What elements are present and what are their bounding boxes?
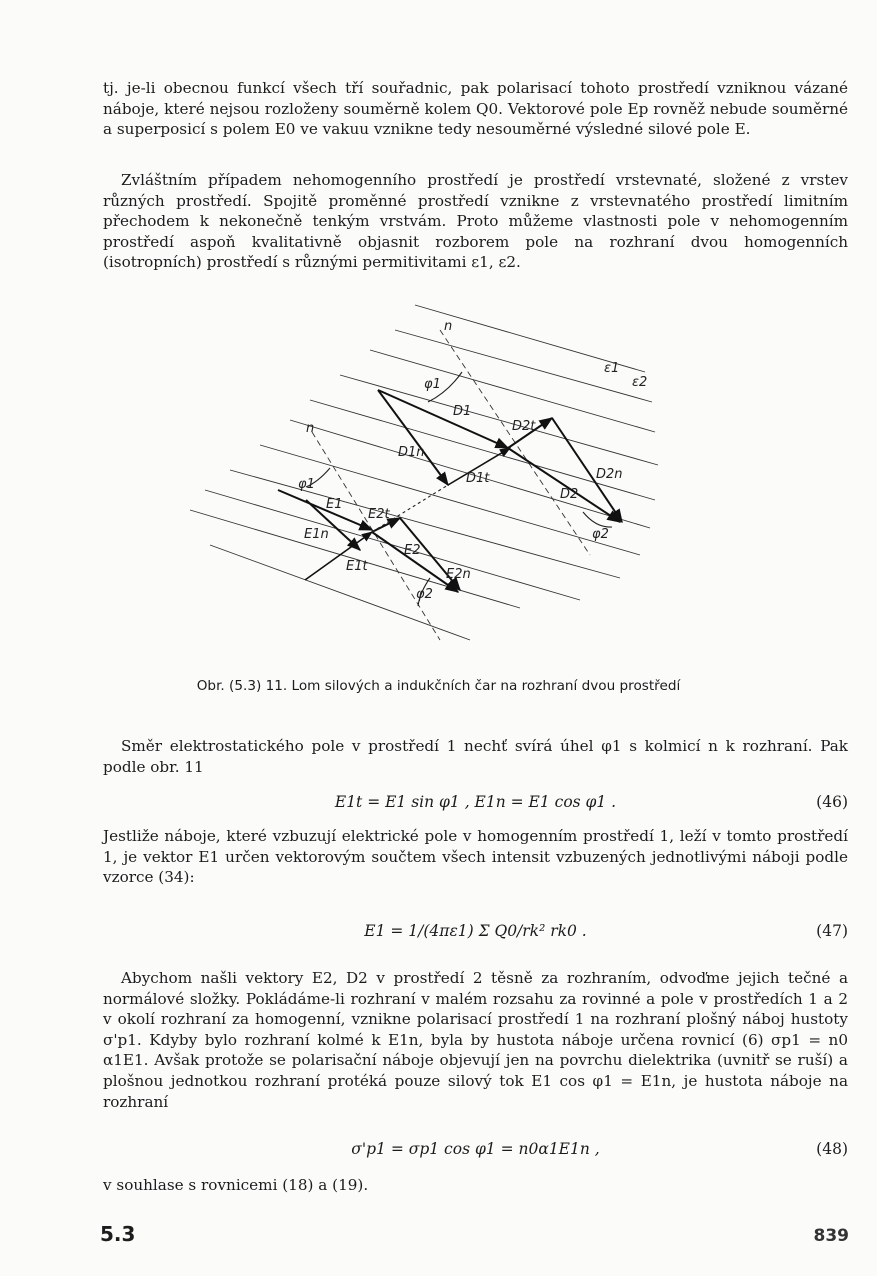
label-n-upper: n [444,319,453,334]
label-D1n: D1n [398,445,425,460]
label-E2n: E2n [446,567,471,582]
figure-caption: Obr. (5.3) 11. Lom silových a indukčních čar na rozhraní dvou prostředí [196,678,681,694]
vector-D1 [378,390,508,448]
label-phi1-upper: φ1 [424,377,441,392]
equation-47-body: E1 = 1/(4πε1) Σ Q0/rk² rk0 . [364,922,587,940]
paragraph-3: Směr elektrostatického pole v prostředí 1 nechť svírá úhel φ1 s kolmicí n k rozhraní. Pak podle obr. 11 [103,737,848,776]
equation-48 [103,1140,848,1166]
label-D2n: D2n [596,467,623,482]
section-number: 5.3 [100,1222,136,1246]
label-D2t: D2t [512,419,536,434]
normal-lines [312,330,590,640]
page-number: 839 [813,1226,849,1246]
paragraph-6: v souhlase s rovnicemi (18) a (19). [103,1176,369,1194]
label-D1: D1 [453,404,472,419]
equation-48-body: σ'p1 = σp1 cos φ1 = n0α1E1n , [351,1140,600,1158]
label-eps2: ε2 [632,375,648,390]
label-D2: D2 [560,487,579,502]
equation-48-number: (48) [816,1140,848,1158]
label-E1n: E1n [304,527,329,542]
equation-46-body: E1t = E1 sin φ1 , E1n = E1 cos φ1 . [334,793,617,811]
layer-line [340,375,658,465]
label-D1t: D1t [466,471,490,486]
paragraph-2: Zvláštním případem nehomogenního prostředí je prostředí vrstevnaté, složené z vrstev různých prostředí. Spojitě proměnné prostředí vznikne z vrstevnatého prostředí limitním přechodem k nekonečně tenkým vrstvám. Proto můžeme vlastnosti pole v nehomogenním prostředí aspoň kvalitativně objasnit rozborem pole na rozhraní dvou homogenních (isotropních) prostředí s různými permitivitami ε1, ε2. [103,171,848,272]
label-phi1-lower: φ1 [298,477,315,492]
layer-line [205,490,580,600]
paragraph-4: Jestliže náboje, které vzbuzují elektrické pole v homogenním prostředí 1, leží v tomto prostředí 1, je vektor E1 určen vektorovým součtem všech intensit vzbuzených jednotlivými náboji podle vzorce (34): [103,827,848,887]
paragraph-5: Abychom našli vektory E2, D2 v prostředí 2 těsně za rozhraním, odvoďme jejich tečné a normálové složky. Pokládáme-li rozhraní v malém rozsahu za rovinné a pole v prostředích 1 a 2 v okolí rozhraní za homogenní, vznikne polarisací prostředí 1 na rozhraní plošný náboj hustoty σ'p1. Kdyby bylo rozhraní kolmé k E1n, byla by hustota náboje určena rovnicí (6) σp1 = n0 α1E1. Avšak protože se polarisační náboje objevují jen na povrchu dielektrika (uvnitř se ruší) a plošnou jednotkou rozhraní protéká pouze silový tok E1 cos φ1 = E1n, je hustota náboje na rozhraní [103,969,848,1111]
equation-47-number: (47) [816,922,848,940]
label-eps1: ε1 [604,361,620,376]
vector-D1n [378,390,448,485]
label-E2: E2 [404,543,421,558]
label-E1t: E1t [346,559,368,574]
label-phi2-lower: φ2 [416,587,433,602]
equation-46 [103,793,848,819]
equation-46-number: (46) [816,793,848,811]
label-phi2-upper: φ2 [592,527,609,542]
label-E1: E1 [326,497,343,512]
label-n-lower: n [306,421,315,436]
figure-11 [180,295,680,665]
vector-E2 [372,532,458,592]
paragraph-1: tj. je-li obecnou funkcí všech tří souřadnic, pak polarisací tohoto prostředí vzniknou vázané náboje, které nejsou rozloženy souměrně kolem Q0. Vektorové pole Ep rovněž nebude souměrné a superposicí s polem E0 ve vakuu vznikne tedy nesouměrné výsledné silové pole E. [103,79,848,139]
equation-47 [103,922,848,948]
label-E2t: E2t [368,507,390,522]
